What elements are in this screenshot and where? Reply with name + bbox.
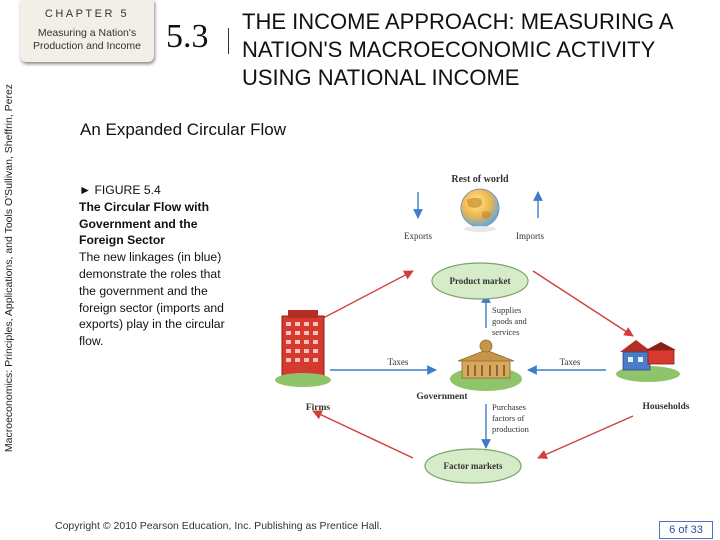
caption-text-line: flow. [79,334,104,349]
caption-bold-line: Foreign Sector [79,233,166,248]
chapter-subtitle [20,27,154,53]
chapter-tab [20,0,154,62]
supplies-label-line1: Supplies [492,305,522,315]
factor-markets-label: Factor markets [443,461,503,471]
figure-label: ► FIGURE 5.4 [79,183,161,197]
caption-text-line: the government and the [79,283,208,298]
caption-bold-line: Government and the [79,216,198,231]
taxes-left-label: Taxes [387,357,409,367]
caption-bold-line: The Circular Flow with [79,199,210,214]
figure-caption [79,182,251,350]
caption-text-line: demonstrate the roles that [79,266,221,281]
rest-of-world-label: Rest of world [451,174,509,185]
section-title-line3: USING NATIONAL INCOME [242,65,520,90]
section-title-line2: NATION'S MACROECONOMIC ACTIVITY [242,37,656,62]
supplies-label-line2: goods and [492,316,527,326]
government-building-icon [450,340,522,391]
taxes-right-label: Taxes [559,357,581,367]
imports-label: Imports [516,231,544,241]
chapter-subtitle-line2: Production and Income [33,40,141,52]
supplies-label-line3: services [492,327,520,337]
book-side-title: Macroeconomics: Principles, Applications, and Tools O'Sullivan, Sheffrin, Perez [3,83,15,453]
flow-arrow-factor-to-firms [313,411,413,458]
purchases-label-line3: production [492,424,529,434]
chapter-label: CHAPTER 5 [44,8,130,20]
caption-text-line: The new linkages (in blue) [79,250,222,265]
section-title [242,8,717,92]
caption-text-line: foreign sector (imports and [79,300,224,315]
purchases-label-line1: Purchases [492,402,526,412]
globe-icon [461,189,499,232]
firms-label: Firms [305,403,331,413]
purchases-label-line2: factors of [492,413,525,423]
product-market-label: Product market [449,276,511,286]
flow-arrow-product-to-households [533,271,633,336]
section-title-line1: THE INCOME APPROACH: MEASURING A [242,9,674,34]
households-house-icon [616,340,680,382]
exports-label: Exports [404,231,432,241]
caption-text-line: exports) play in the circular [79,317,225,332]
section-number: 5.3 [166,18,209,55]
slide-subtitle: An Expanded Circular Flow [80,120,286,139]
flow-arrow-households-to-factor [538,416,633,458]
firms-building-icon [275,310,331,387]
circular-flow-diagram [268,166,718,486]
section-divider [228,28,229,54]
page-indicator[interactable]: 6 of 33 [659,521,713,539]
households-label: Households [642,402,690,412]
copyright-notice: Copyright © 2010 Pearson Education, Inc. Publishing as Prentice Hall. [55,520,383,532]
government-label: Government [416,392,468,402]
chapter-subtitle-line1: Measuring a Nation's [37,27,137,39]
